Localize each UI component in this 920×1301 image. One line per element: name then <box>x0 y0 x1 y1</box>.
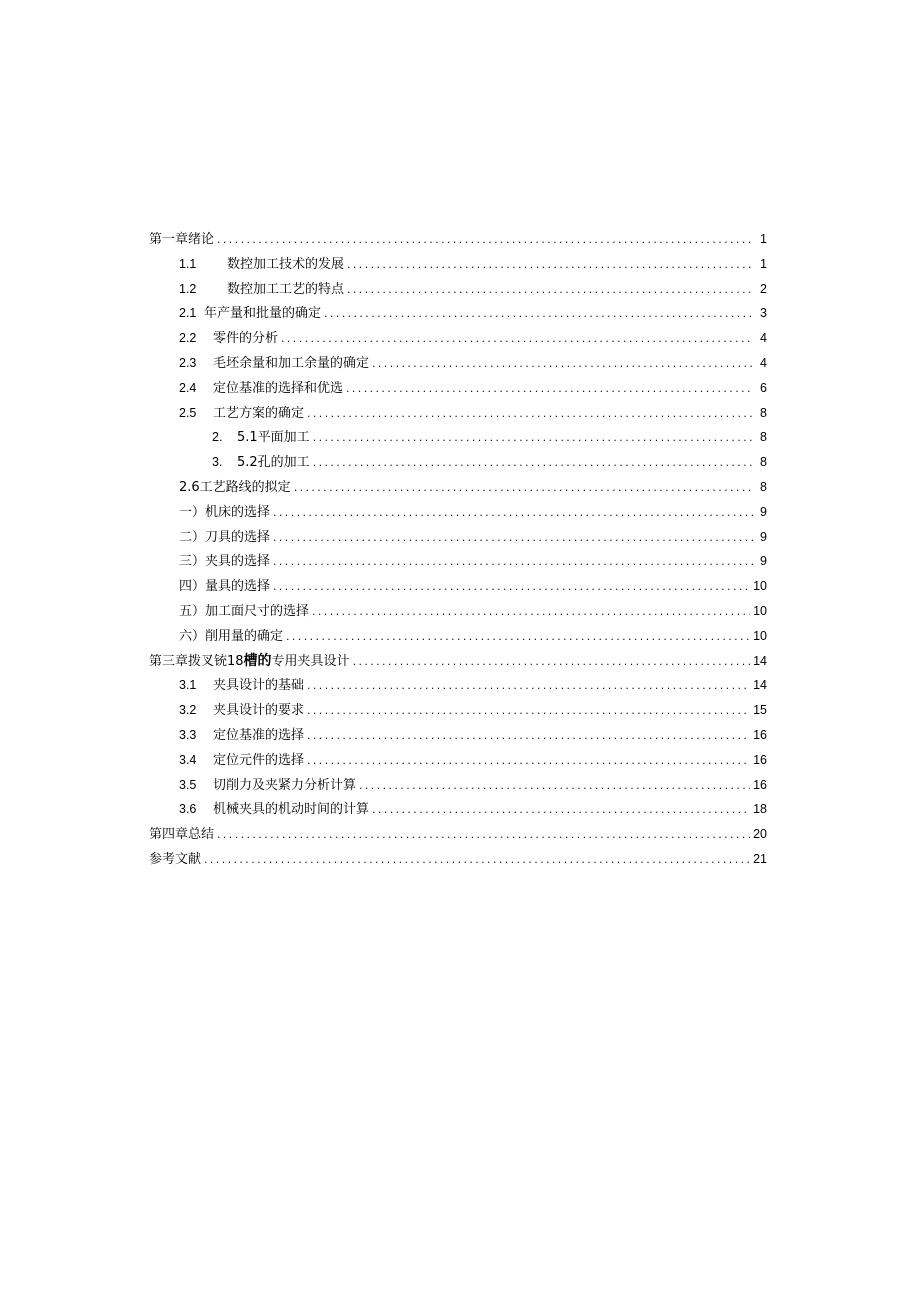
toc-entry-title: 第四章总结 <box>149 827 215 843</box>
toc-leader-dots <box>307 749 750 774</box>
toc-entry-number: 3.1 <box>179 678 197 693</box>
toc-entry-title: 5.1平面加工 <box>237 430 310 446</box>
toc-leader-dots <box>273 501 754 526</box>
toc-entry-title: 切削力及夹紧力分析计算 <box>213 777 357 793</box>
toc-entry-title: 2.6工艺路线的拟定 <box>179 479 291 495</box>
toc-leader-dots <box>324 302 754 327</box>
toc-entry-3-5[interactable] <box>149 773 767 798</box>
toc-entry-chapter-3[interactable] <box>149 649 767 674</box>
toc-entry-number: 2.4 <box>179 380 197 395</box>
toc-entry-title: 二）刀具的选择 <box>179 529 271 545</box>
toc-leader-dots <box>353 650 751 675</box>
toc-entry-title: 定位基准的选择和优选 <box>213 380 344 396</box>
toc-page-number: 16 <box>753 777 767 792</box>
toc-entry-number: 1.2 <box>179 281 197 296</box>
toc-entry-cutting-tool[interactable] <box>149 525 767 550</box>
toc-entry-2-1[interactable] <box>149 301 767 326</box>
toc-title-part-bold: 槽的 <box>243 652 272 669</box>
toc-page-number: 14 <box>753 653 767 668</box>
toc-entry-title: 第一章绪论 <box>149 232 215 247</box>
toc-page-number: 9 <box>760 554 767 569</box>
toc-entry-3-4[interactable] <box>149 748 767 773</box>
toc-leader-dots <box>307 674 750 699</box>
toc-page-number: 3 <box>760 306 767 321</box>
toc-entry-number: 2. <box>212 430 223 445</box>
toc-entry-3-2[interactable] <box>149 698 767 723</box>
toc-page-number: 15 <box>753 703 767 718</box>
toc-entry-title: 数控加工技术的发展 <box>227 256 345 272</box>
toc-entry-chapter-4[interactable] <box>149 822 767 847</box>
toc-page-number: 16 <box>753 727 767 742</box>
toc-page-number: 4 <box>760 355 767 370</box>
toc-entry-number: 2.2 <box>179 331 197 346</box>
toc-title-part: 第三章拨叉铳18 <box>149 653 244 669</box>
toc-entry-measuring-tool[interactable] <box>149 574 767 599</box>
toc-leader-dots <box>294 476 754 501</box>
toc-entry-chapter-1[interactable] <box>149 227 767 252</box>
toc-entry-number: 2.5 <box>179 405 197 420</box>
toc-entry-surface-size[interactable] <box>149 599 767 624</box>
toc-page-number: 1 <box>760 256 767 271</box>
toc-entry-title: 四）量具的选择 <box>179 579 271 595</box>
toc-entry-3-1[interactable] <box>149 673 767 698</box>
toc-entry-2-6[interactable] <box>149 475 767 500</box>
toc-leader-dots <box>217 823 750 848</box>
toc-leader-dots <box>286 625 750 650</box>
toc-entry-1-1[interactable] <box>149 252 767 277</box>
toc-entry-3-6[interactable] <box>149 797 767 822</box>
toc-entry-number: 2.1 <box>179 306 197 321</box>
toc-entry-title: 零件的分析 <box>213 331 279 347</box>
toc-page-number: 16 <box>753 752 767 767</box>
toc-leader-dots <box>312 600 750 625</box>
toc-leader-dots <box>307 699 750 724</box>
toc-entry-fixture[interactable] <box>149 549 767 574</box>
toc-leader-dots <box>372 798 750 823</box>
toc-entry-number: 3.2 <box>179 703 197 718</box>
toc-title-part: 专用夹具设计 <box>271 653 350 669</box>
toc-entry-title: 三）夹具的选择 <box>179 554 271 570</box>
toc-entry-1-2[interactable] <box>149 277 767 302</box>
toc-entry-number: 3.5 <box>179 777 197 792</box>
toc-entry-machine-tool[interactable] <box>149 500 767 525</box>
toc-entry-cutting-amount[interactable] <box>149 624 767 649</box>
toc-entry-title: 数控加工工艺的特点 <box>227 281 345 297</box>
toc-entry-title: 5.2孔的加工 <box>237 455 310 471</box>
toc-entry-title: 毛坯余量和加工余量的确定 <box>213 355 370 371</box>
toc-entry-title: 年产量和批量的确定 <box>204 306 322 322</box>
toc-entry-number: 3. <box>212 455 223 470</box>
toc-entry-title: 工艺方案的确定 <box>213 405 305 421</box>
toc-leader-dots <box>273 526 754 551</box>
toc-entry-2-2[interactable] <box>149 326 767 351</box>
toc-leader-dots <box>347 278 754 303</box>
toc-entry-title: 一）机床的选择 <box>179 504 271 520</box>
toc-leader-dots <box>359 774 750 799</box>
toc-page-number: 14 <box>753 678 767 693</box>
toc-page-number: 1 <box>760 232 767 246</box>
toc-page-number: 9 <box>760 529 767 544</box>
table-of-contents <box>149 227 767 872</box>
toc-page-number: 10 <box>753 579 767 594</box>
toc-leader-dots <box>307 402 754 427</box>
toc-page-number: 8 <box>760 455 767 470</box>
toc-entry-title <box>149 649 350 675</box>
toc-leader-dots <box>313 451 754 476</box>
toc-entry-title: 夹具设计的基础 <box>213 678 305 694</box>
toc-page-number: 8 <box>760 430 767 445</box>
toc-entry-3-3[interactable] <box>149 723 767 748</box>
toc-entry-title: 机械夹具的机动时间的计算 <box>213 802 370 818</box>
toc-page-number: 21 <box>753 851 767 866</box>
toc-page-number: 8 <box>760 405 767 420</box>
toc-entry-number: 2.3 <box>179 355 197 370</box>
toc-entry-2-5-2[interactable] <box>149 450 767 475</box>
toc-entry-number: 3.3 <box>179 727 197 742</box>
toc-page-number: 9 <box>760 504 767 519</box>
toc-page-number: 10 <box>753 628 767 643</box>
toc-entry-number: 3.4 <box>179 752 197 767</box>
toc-page-number: 20 <box>753 827 767 842</box>
toc-leader-dots <box>347 253 754 278</box>
toc-entry-2-3[interactable] <box>149 351 767 376</box>
toc-page-number: 8 <box>760 479 767 494</box>
toc-entry-title: 六）削用量的确定 <box>179 628 284 644</box>
toc-entry-title: 五）加工面尺寸的选择 <box>179 603 310 619</box>
toc-entry-title: 参考文献 <box>149 851 202 867</box>
toc-entry-number: 1.1 <box>179 256 197 271</box>
toc-entry-number: 3.6 <box>179 802 197 817</box>
toc-leader-dots <box>273 550 754 575</box>
toc-leader-dots <box>204 848 750 873</box>
toc-page-number: 2 <box>760 281 767 296</box>
toc-leader-dots <box>217 228 754 253</box>
toc-entry-title: 定位基准的选择 <box>213 727 305 743</box>
toc-leader-dots <box>346 377 754 402</box>
toc-entry-2-4[interactable] <box>149 376 767 401</box>
toc-page-number: 6 <box>760 380 767 395</box>
toc-leader-dots <box>281 327 754 352</box>
toc-page-number: 18 <box>753 802 767 817</box>
toc-page-number: 4 <box>760 331 767 346</box>
toc-leader-dots <box>307 724 750 749</box>
toc-leader-dots <box>313 426 754 451</box>
toc-entry-title: 夹具设计的要求 <box>213 703 305 719</box>
toc-entry-2-5-1[interactable] <box>149 425 767 450</box>
toc-entry-2-5[interactable] <box>149 401 767 426</box>
toc-entry-references[interactable] <box>149 847 767 872</box>
toc-leader-dots <box>273 575 750 600</box>
toc-entry-title: 定位元件的选择 <box>213 752 305 768</box>
toc-page-number: 10 <box>753 603 767 618</box>
toc-leader-dots <box>372 352 754 377</box>
